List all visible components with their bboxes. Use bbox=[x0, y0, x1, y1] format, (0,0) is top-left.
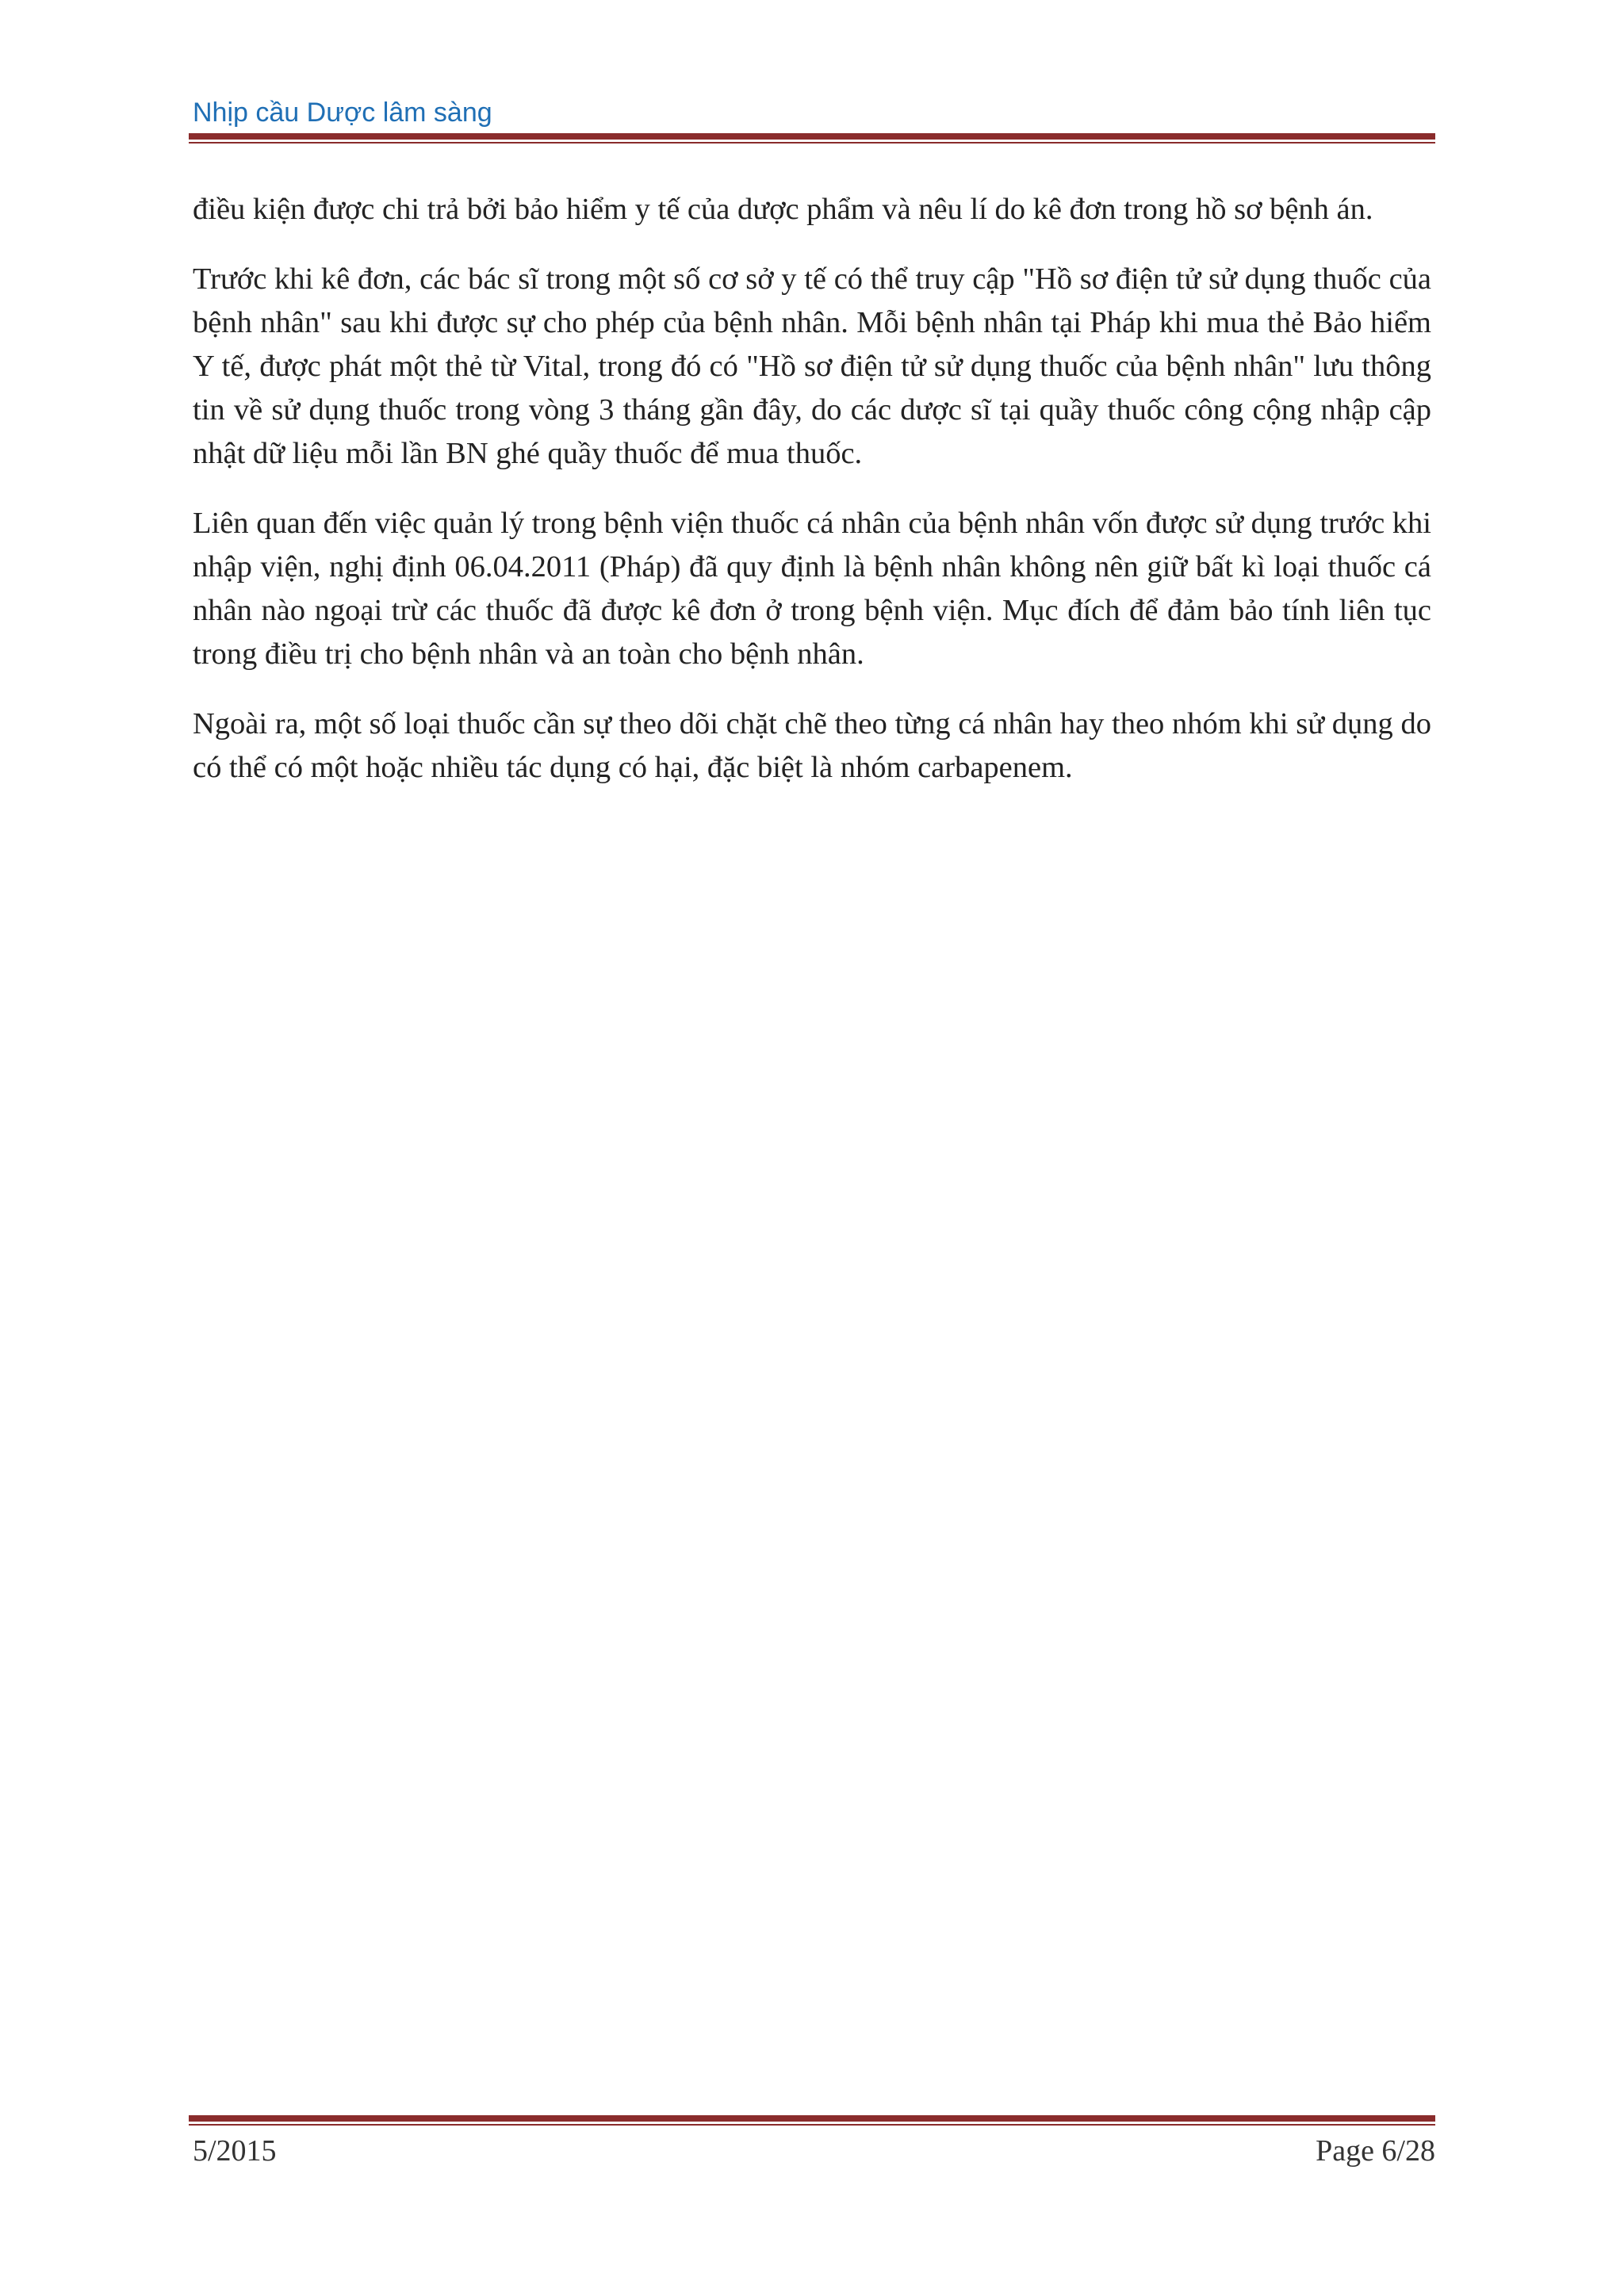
running-header-title: Nhịp cầu Dược lâm sàng bbox=[193, 98, 492, 128]
paragraph-1: điều kiện được chi trả bởi bảo hiểm y tế của dược phẩm và nêu lí do kê đơn trong hồ sơ bệnh án. bbox=[193, 193, 1373, 226]
paragraph-2: Trước khi kê đơn, các bác sĩ trong một số cơ sở y tế có thể truy cập "Hồ sơ điện tử sử dụng thuốc của bệnh nhân" sau khi được sự cho phép của bệnh nhân. Mỗi bệnh nhân tại Pháp khi mua thẻ Bảo hiểm Y tế, được phát một thẻ từ Vital, trong đó có "Hồ sơ điện tử sử dụng thuốc của bệnh nhân" lưu thông tin về sử dụng thuốc trong vòng 3 tháng gần đây, do các dược sĩ tại quầy thuốc công cộng nhập cập nhật dữ liệu mỗi lần BN ghé quầy thuốc để mua thuốc. bbox=[193, 262, 1431, 470]
body-text bbox=[193, 188, 1431, 816]
header-rule bbox=[189, 133, 1435, 144]
header-rule-thick bbox=[189, 133, 1435, 140]
footer-page-number: Page 6/28 bbox=[1316, 2134, 1435, 2168]
footer-rule-thin bbox=[189, 2124, 1435, 2126]
footer-date: 5/2015 bbox=[193, 2134, 277, 2168]
paragraph-3: Liên quan đến việc quản lý trong bệnh viện thuốc cá nhân của bệnh nhân vốn được sử dụng trước khi nhập viện, nghị định 06.04.2011 (Pháp) đã quy định là bệnh nhân không nên giữ bất kì loại thuốc cá nhân nào ngoại trừ các thuốc đã được kê đơn ở trong bệnh viện. Mục đích để đảm bảo tính liên tục trong điều trị cho bệnh nhân và an toàn cho bệnh nhân. bbox=[193, 507, 1431, 671]
footer-rule-thick bbox=[189, 2115, 1435, 2122]
header-rule-thin bbox=[189, 142, 1435, 144]
footer-rule bbox=[189, 2115, 1435, 2126]
paragraph-4: Ngoài ra, một số loại thuốc cần sự theo dõi chặt chẽ theo từng cá nhân hay theo nhóm khi sử dụng do có thể có một hoặc nhiều tác dụng có hại, đặc biệt là nhóm carbapenem. bbox=[193, 707, 1431, 784]
